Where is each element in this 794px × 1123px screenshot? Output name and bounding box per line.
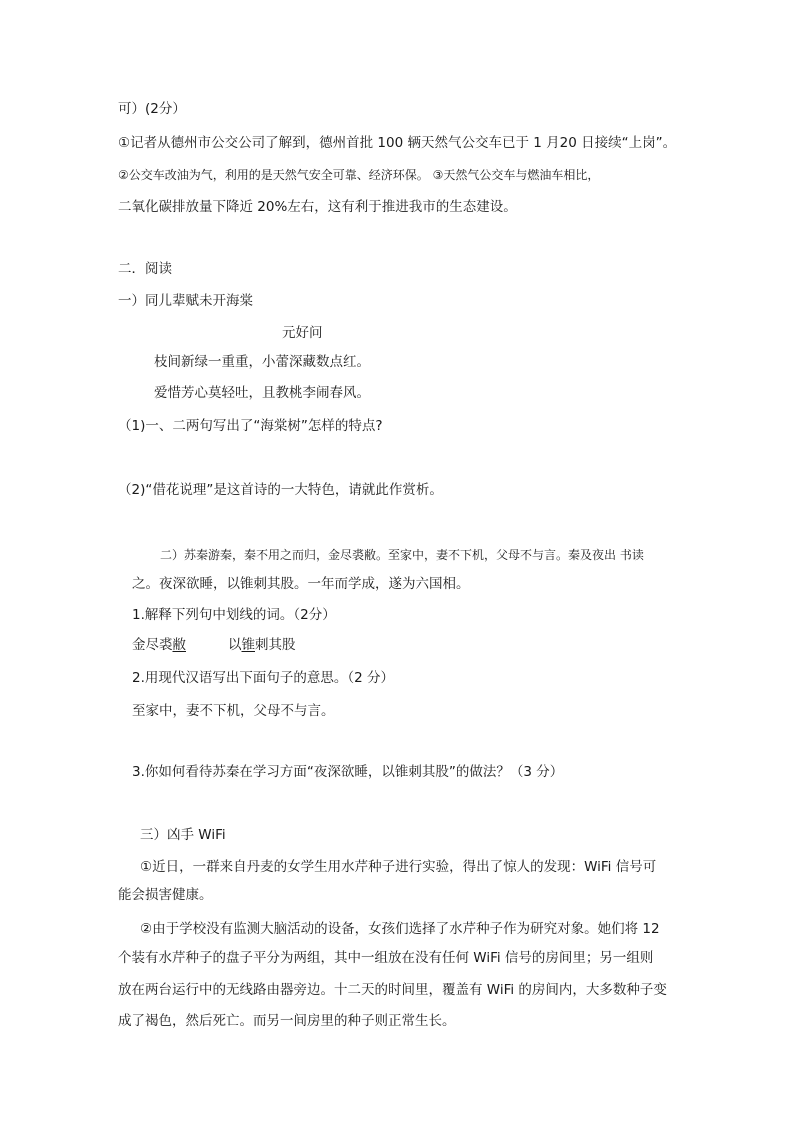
item-3-continued: 二氧化碳排放量下降近 20%左右，这有利于推进我市的生态建设。	[118, 199, 517, 215]
word-b-prefix: 以	[228, 637, 242, 653]
poem-author: 元好问	[282, 325, 323, 341]
passage-3-p1-line-1: ①近日，一群来自丹麦的女学生用水芹种子进行实验，得出了惊人的发现：WiFi 信号可	[140, 859, 657, 875]
passage-3-p2-line-3: 放在两台运行中的无线路由器旁边。十二天的时间里，覆盖有 WiFi 的房间内，大多数种子变	[118, 982, 667, 998]
classical-question-1: 1.解释下列句中划线的词。（2分）	[132, 607, 336, 623]
passage-3-p2-line-2: 个装有水芹种子的盘子平分为两组，其中一组放在没有任何 WiFi 信号的房间里；另一组则	[118, 950, 654, 966]
word-b-suffix: 刺其股	[255, 637, 296, 653]
passage-3-p2-line-1: ②由于学校没有监测大脑活动的设备，女孩们选择了水芹种子作为研究对象。她们将 12	[140, 921, 660, 937]
passage-3-p1-line-2: 能会损害健康。	[118, 887, 213, 903]
word-b-underlined: 锥	[241, 637, 255, 653]
poem-line-1: 枝间新绿一重重，小蕾深藏数点红。	[154, 354, 370, 370]
classical-passage-line-1: 二）苏秦游秦，秦不用之而归，金尽裘敝。至家中，妻不下机，父母不与言。秦及夜出 书读	[160, 548, 644, 562]
poem-line-2: 爱惜芳心莫轻吐，且教桃李闹春风。	[154, 385, 370, 401]
classical-question-1-words	[132, 636, 296, 654]
classical-passage-line-2: 之。夜深欲睡，以锥刺其股。一年而学成，遂为六国相。	[132, 576, 470, 592]
section-heading-reading: 二．阅读	[118, 261, 172, 277]
classical-question-3: 3.你如何看待苏秦在学习方面“夜深欲睡，以锥刺其股”的做法？（3 分）	[132, 764, 564, 780]
item-2-3: ②公交车改油为气，利用的是天然气安全可靠、经济环保。 ③天然气公交车与燃油车相比，	[118, 168, 600, 182]
word-a-underlined: 敝	[172, 637, 186, 653]
item-1: ①记者从德州市公交公司了解到，德州首批 100 辆天然气公交车已于 1 月20 日接续“上岗”。	[118, 135, 677, 151]
word-a-prefix: 金尽裘	[132, 637, 173, 653]
passage-3-title: 三）凶手 WiFi	[140, 827, 226, 843]
passage-3-p2-line-4: 成了褐色，然后死亡。而另一间房里的种子则正常生长。	[118, 1013, 456, 1029]
score-tail: 可）(2分）	[118, 101, 186, 117]
poem-title: 一）同儿辈赋未开海棠	[118, 293, 253, 309]
classical-question-2: 2.用现代汉语写出下面句子的意思。（2 分）	[132, 670, 395, 686]
classical-question-2-sentence: 至家中，妻不下机，父母不与言。	[132, 703, 335, 719]
poem-question-1: （1)一、二两句写出了“海棠树”怎样的特点?	[118, 418, 383, 434]
poem-question-2: （2)“借花说理”是这首诗的一大特色，请就此作赏析。	[118, 482, 443, 498]
